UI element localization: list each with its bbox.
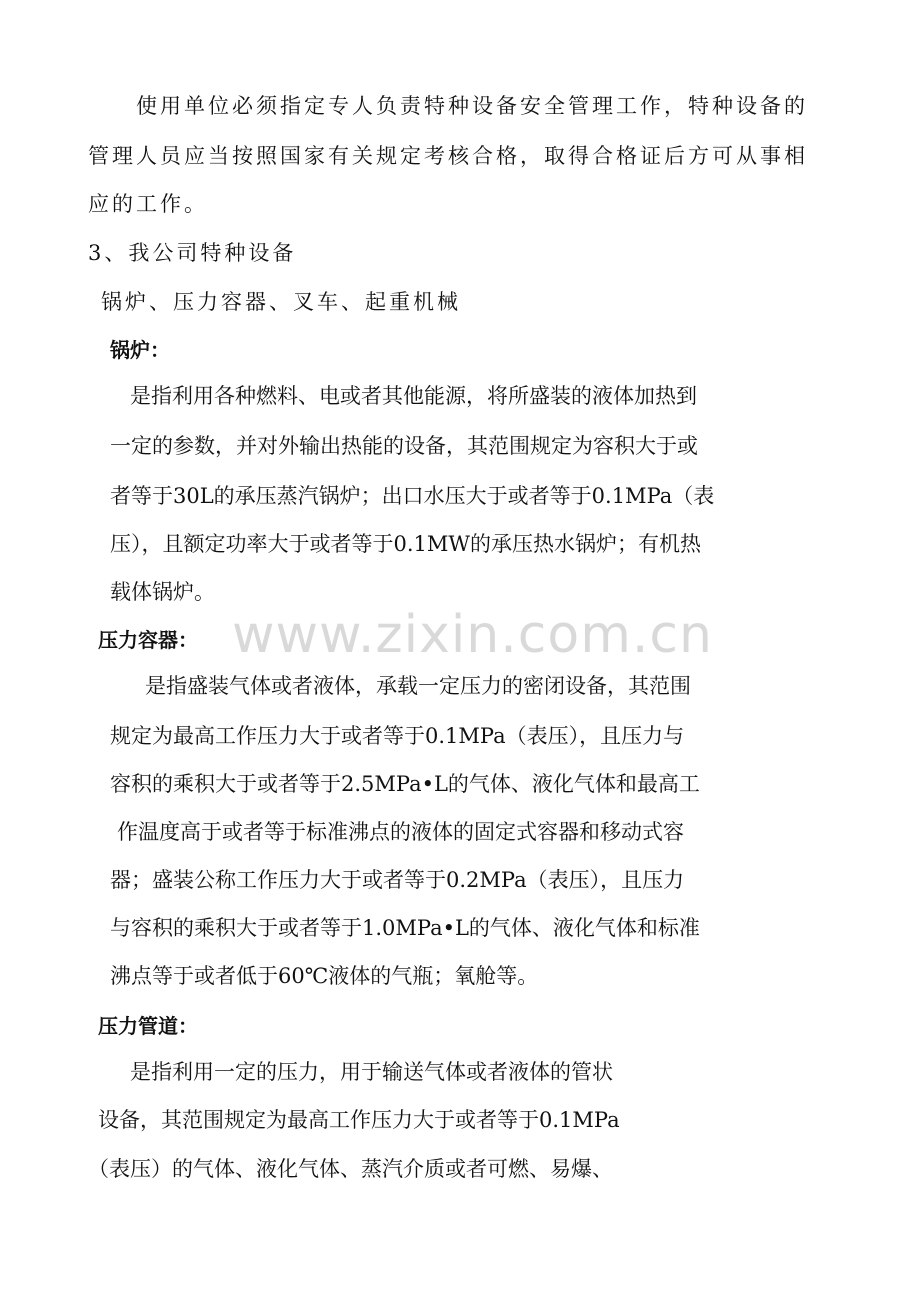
intro-line-3: 应的工作。 (88, 192, 208, 216)
intro-line-1: 使用单位必须指定专人负责特种设备安全管理工作，特种设备的 (136, 94, 808, 118)
pressure-vessel-line-7: 沸点等于或者低于60℃液体的气瓶；氧舱等。 (110, 964, 539, 988)
boiler-heading: 锅炉： (110, 338, 170, 362)
boiler-line-1: 是指利用各种燃料、电或者其他能源，将所盛装的液体加热到 (130, 384, 697, 408)
section-3-heading: 3、我公司特种设备 (88, 241, 297, 265)
pressure-pipe-line-1: 是指利用一定的压力，用于输送气体或者液体的管状 (130, 1060, 613, 1084)
watermark: www.zixin.com.cn (232, 605, 713, 665)
pressure-vessel-line-3: 容积的乘积大于或者等于2.5MPa•L的气体、液化气体和最高工 (110, 772, 700, 796)
pressure-pipe-line-3: （表压）的气体、液化气体、蒸汽介质或者可燃、易爆、 (88, 1157, 613, 1181)
equipment-list: 锅炉、压力容器、叉车、起重机械 (101, 290, 461, 314)
pressure-vessel-heading: 压力容器： (98, 628, 198, 652)
boiler-line-4: 压），且额定功率大于或者等于0.1MW的承压热水锅炉；有机热 (110, 532, 701, 556)
pressure-vessel-line-6: 与容积的乘积大于或者等于1.0MPa•L的气体、液化气体和标准 (110, 916, 700, 940)
pressure-vessel-line-5: 器；盛装公称工作压力大于或者等于0.2MPa（表压），且压力 (110, 868, 685, 892)
pressure-pipe-heading: 压力管道： (98, 1014, 198, 1038)
pressure-vessel-line-4: 作温度高于或者等于标准沸点的液体的固定式容器和移动式容 (117, 820, 684, 844)
pressure-pipe-line-2: 设备，其范围规定为最高工作压力大于或者等于0.1MPa (98, 1108, 620, 1132)
intro-line-2: 管理人员应当按照国家有关规定考核合格，取得合格证后方可从事相 (88, 144, 808, 168)
boiler-line-5: 载体锅炉。 (110, 580, 215, 604)
pressure-vessel-line-2: 规定为最高工作压力大于或者等于0.1MPa（表压），且压力与 (110, 724, 685, 748)
pressure-vessel-line-1: 是指盛装气体或者液体，承载一定压力的密闭设备，其范围 (145, 674, 691, 698)
boiler-line-3: 者等于30L的承压蒸汽锅炉；出口水压大于或者等于0.1MPa（表 (110, 484, 715, 508)
boiler-line-2: 一定的参数，并对外输出热能的设备，其范围规定为容积大于或 (110, 434, 698, 458)
